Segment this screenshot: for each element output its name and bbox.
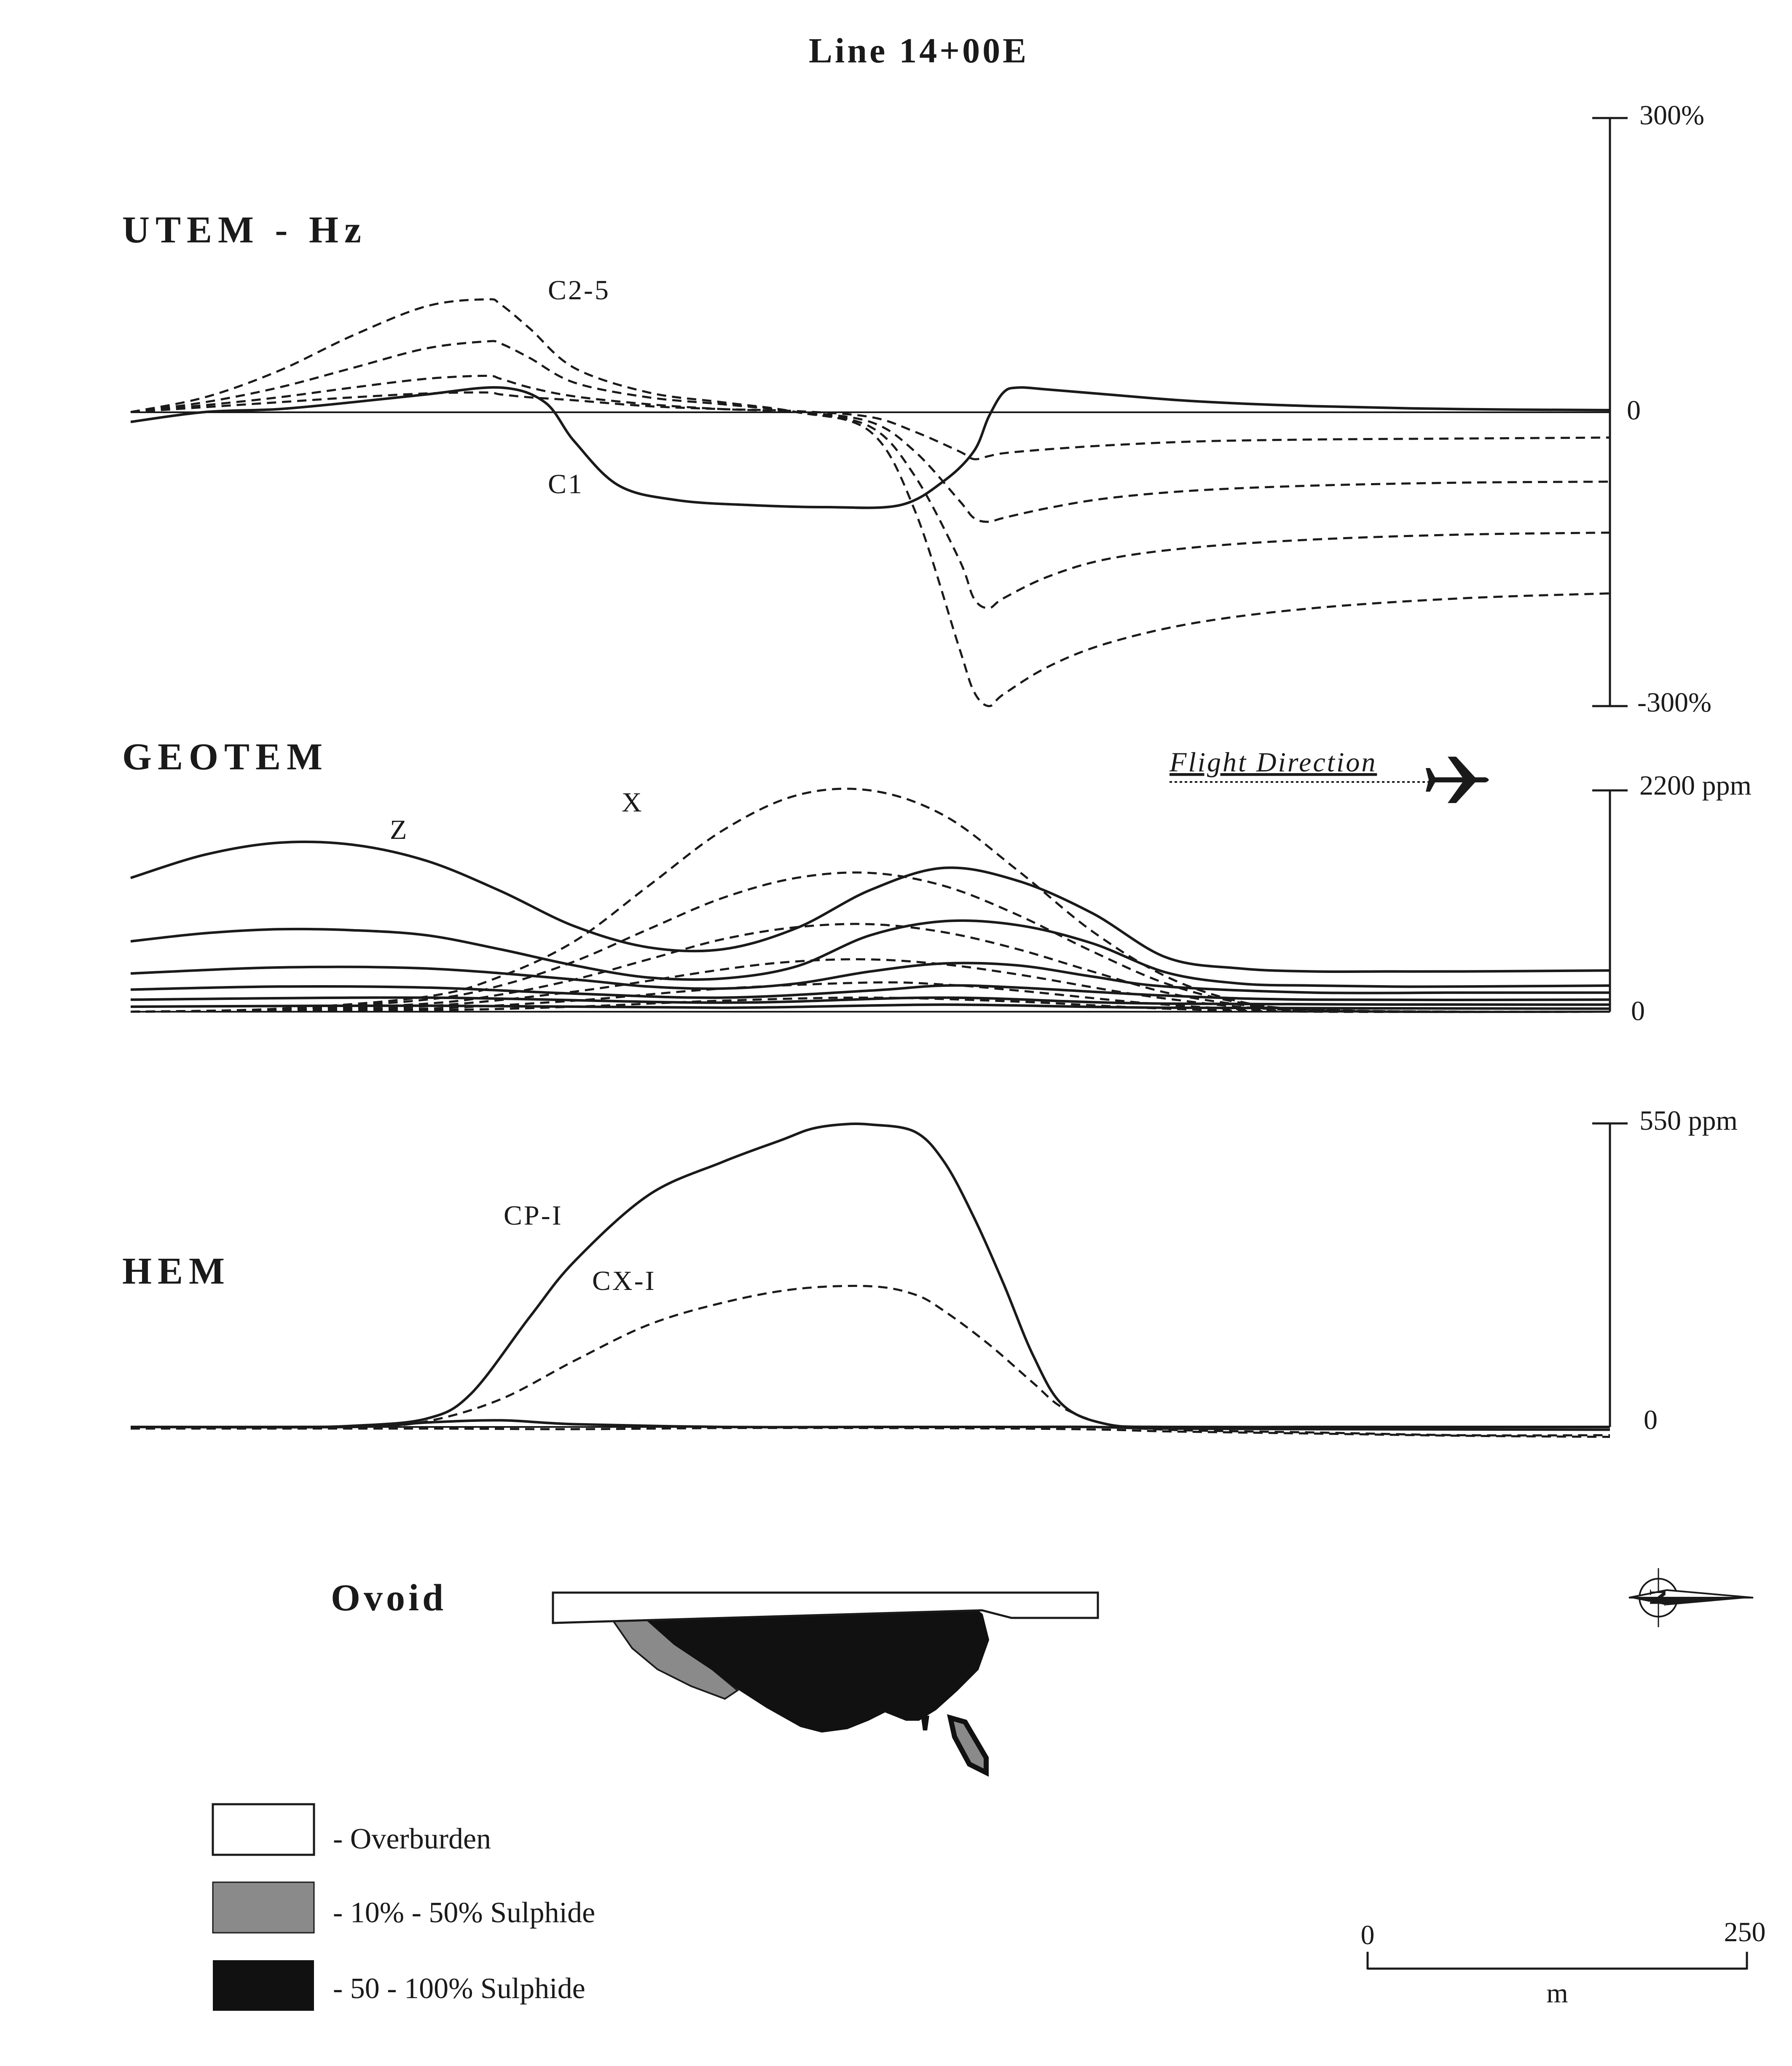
geotem-series-line-1 <box>131 842 1610 972</box>
legend-swatch-sulphide-10-50 <box>213 1882 314 1933</box>
legend-swatch-overburden <box>213 1804 314 1855</box>
utem-series-line-4 <box>131 341 1610 608</box>
geotem-series-line-7 <box>131 789 1610 1012</box>
utem-curve-label-c1: C1 <box>548 469 584 500</box>
utem-series-line-3 <box>131 376 1610 522</box>
hem-series <box>131 1124 1610 1437</box>
geotem-tick-zero: 0 <box>1631 996 1645 1026</box>
utem-curve-label-c25: C2-5 <box>548 275 610 306</box>
geotem-curve-label-x: X <box>622 787 644 818</box>
utem-series <box>131 299 1610 706</box>
hem-curve-label-cpi: CP-I <box>504 1200 563 1231</box>
utem-tick-top: 300% <box>1639 100 1704 131</box>
geotem-series-line-3 <box>131 963 1610 993</box>
north-arrow-label: N <box>1644 1589 1671 1607</box>
panel-title-hem: HEM <box>122 1250 231 1292</box>
hem-tick-zero: 0 <box>1644 1405 1658 1435</box>
geotem-axis <box>131 770 1752 1026</box>
scale-bar-start: 0 <box>1360 1920 1375 1950</box>
flight-direction-label: Flight Direction <box>1170 747 1377 778</box>
legend-label-sulphide-10-50: - 10% - 50% Sulphide <box>333 1897 596 1929</box>
sulphide-stringer <box>921 1716 929 1730</box>
section-label: Ovoid <box>331 1577 447 1619</box>
panel-title-geotem: GEOTEM <box>122 736 329 778</box>
hem-curve-label-cxi: CX-I <box>592 1265 656 1296</box>
airplane-icon <box>1426 757 1489 803</box>
legend-item-overburden <box>213 1804 491 1855</box>
geotem-series-line-2 <box>131 921 1610 987</box>
utem-tick-bottom: -300% <box>1637 687 1712 718</box>
hem-series-line-2 <box>131 1286 1610 1435</box>
legend-label-overburden: - Overburden <box>333 1823 491 1855</box>
geotem-series <box>131 789 1610 1012</box>
sulphide-fragment <box>950 1718 986 1773</box>
scale-bar-unit: m <box>1546 1978 1568 2009</box>
hem-tick-top: 550 ppm <box>1639 1105 1738 1136</box>
figure-title: Line 14+00E <box>808 31 1029 70</box>
legend-label-sulphide-50-100: - 50 - 100% Sulphide <box>333 1972 585 2005</box>
geological-section <box>331 1577 1098 1773</box>
utem-tick-zero: 0 <box>1627 395 1641 426</box>
legend-item-sulphide-50-100 <box>213 1960 585 2011</box>
hem-axis <box>131 1105 1738 1435</box>
legend-item-sulphide-10-50 <box>213 1882 595 1933</box>
scale-bar <box>1361 1917 1766 2009</box>
legend <box>213 1804 595 2011</box>
legend-swatch-sulphide-50-100 <box>213 1960 314 2011</box>
utem-series-line-1 <box>131 387 1610 508</box>
geotem-curve-label-z: Z <box>390 814 409 845</box>
panel-title-utem: UTEM - Hz <box>122 209 367 251</box>
scale-bar-end: 250 <box>1724 1917 1766 1948</box>
flight-direction <box>1169 747 1489 803</box>
hem-series-line-1 <box>131 1124 1610 1427</box>
north-arrow-icon <box>1629 1568 1753 1627</box>
utem-series-line-5 <box>131 299 1610 706</box>
geotem-tick-top: 2200 ppm <box>1639 770 1752 801</box>
